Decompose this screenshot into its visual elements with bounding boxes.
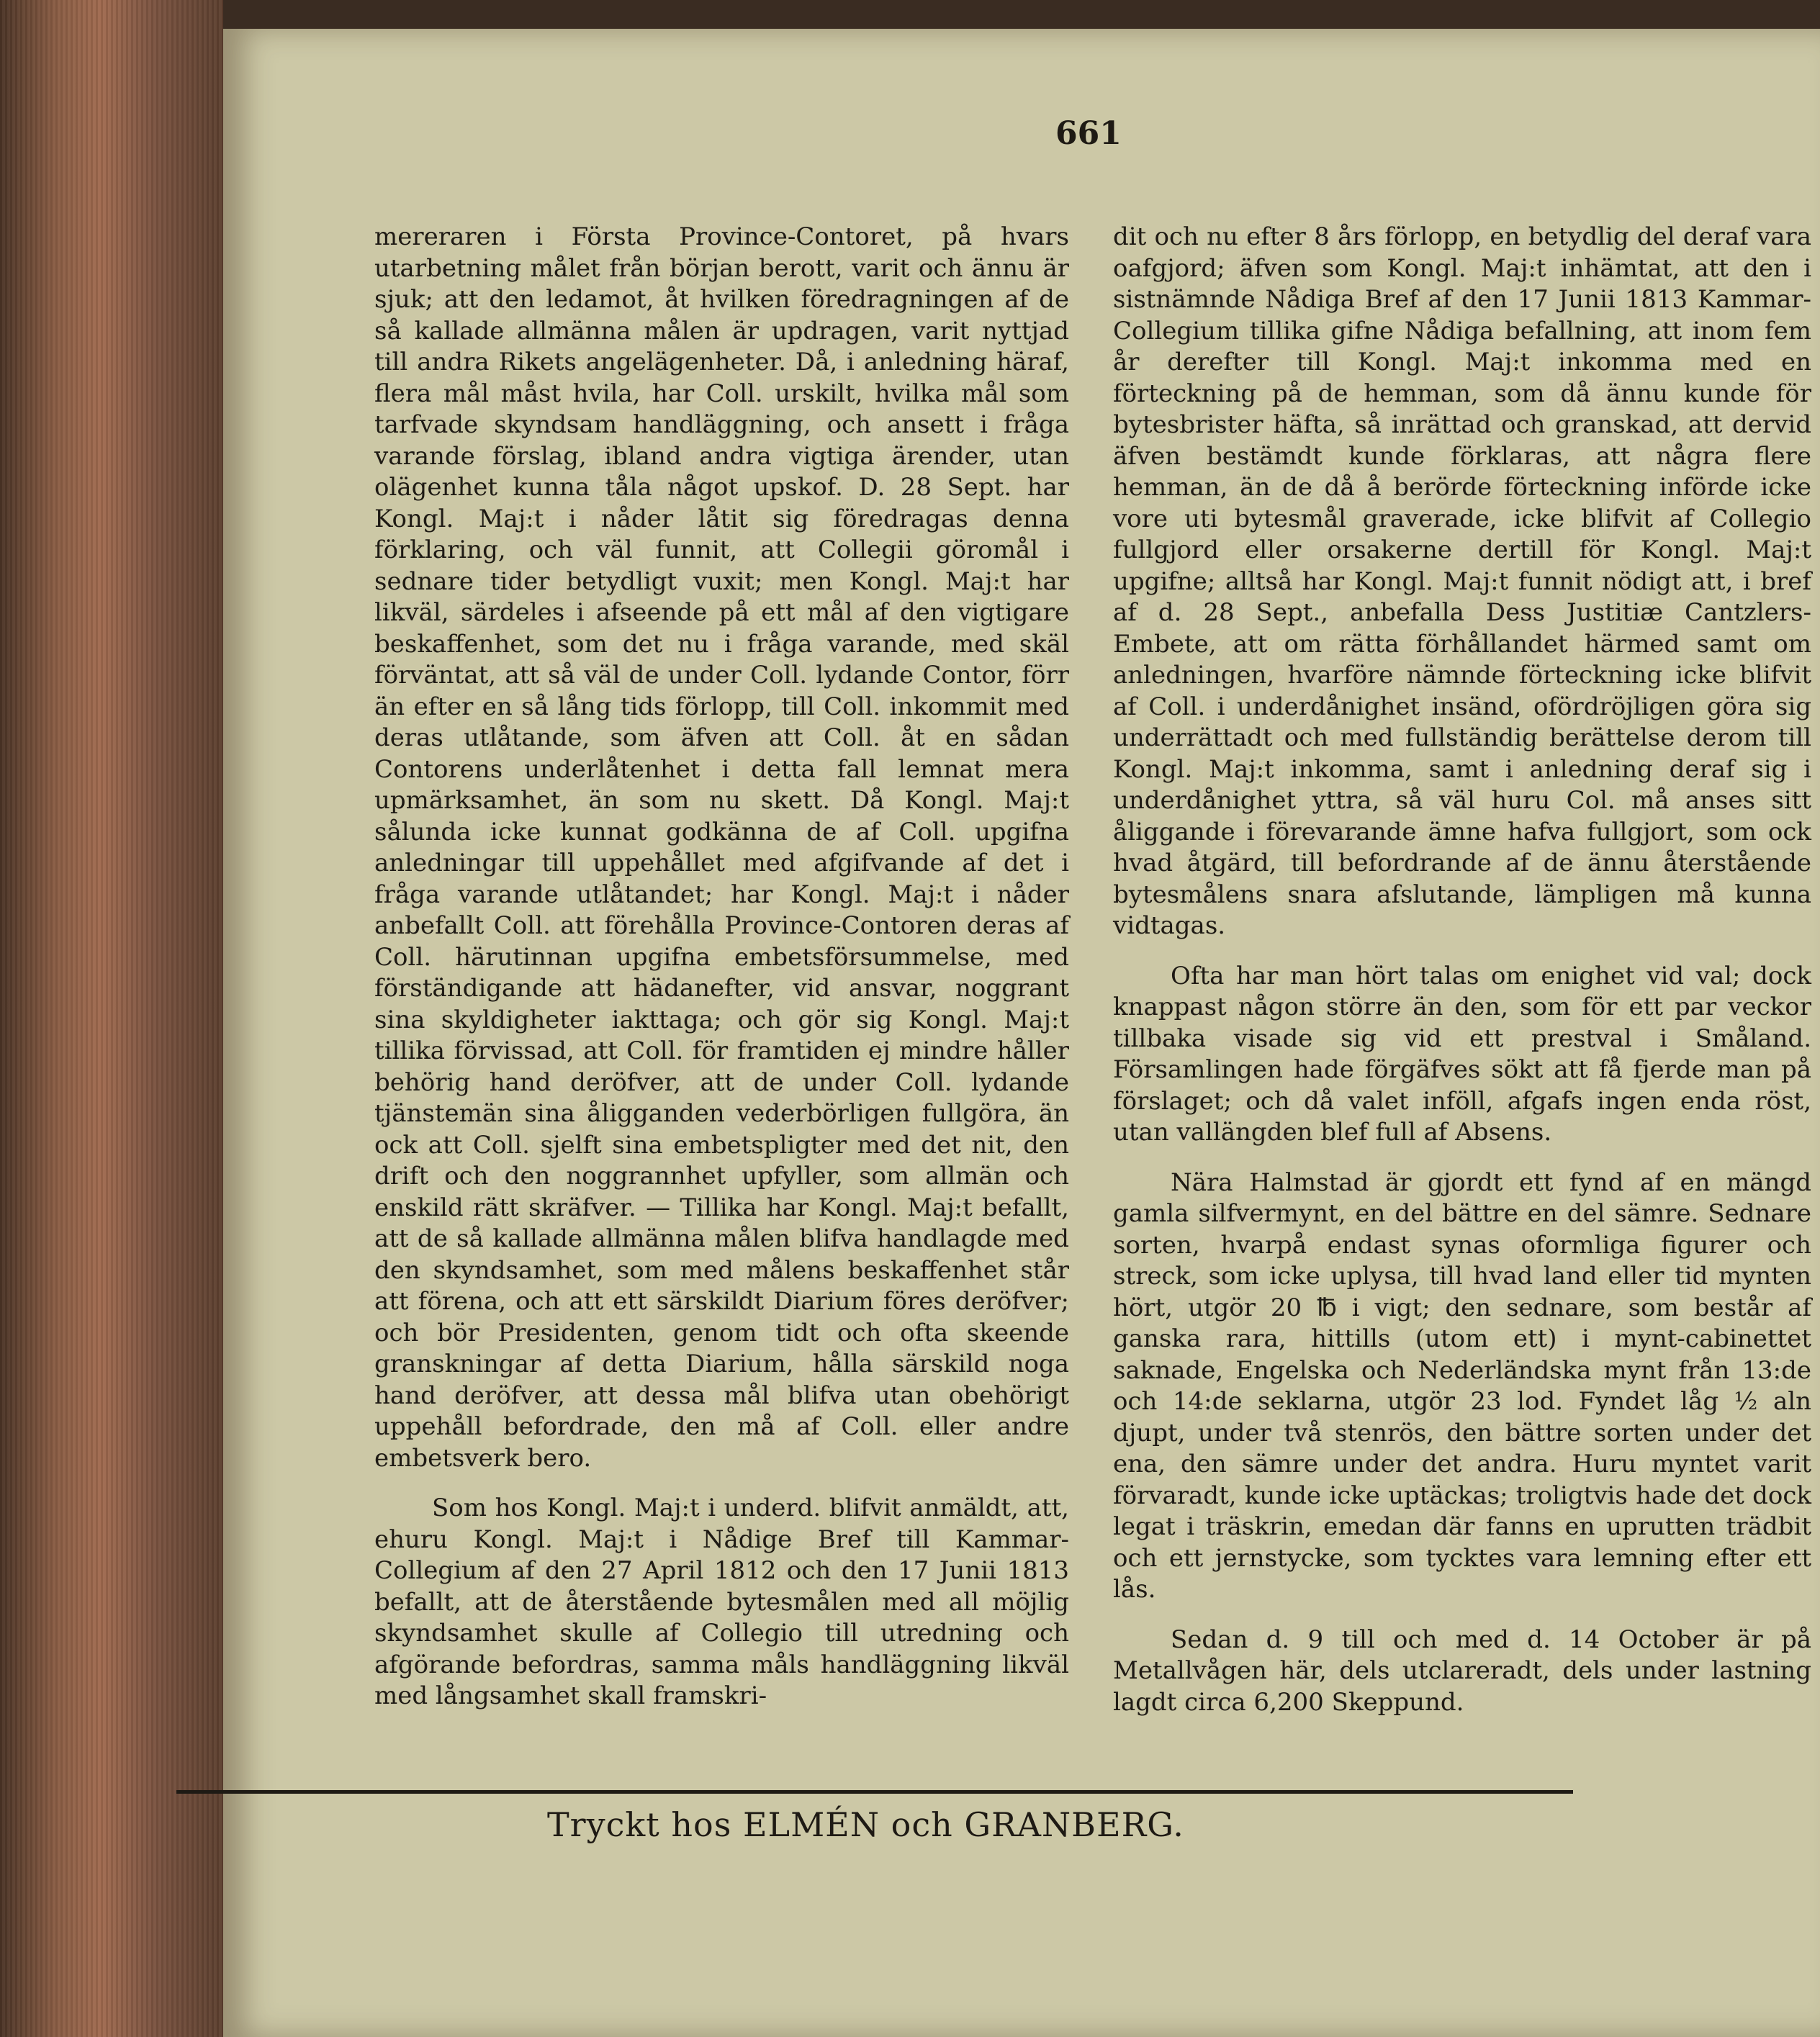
right-paragraph-1: dit och nu efter 8 års förlopp, en betydlig del deraf vara oafgjord; äfven som Kongl. Maj:t inhämtat, att den i sistnämnde Nådiga Bref af den 17 Junii 1813 Kammar-Collegium tillika gifne Nådiga befallning, att inom fem år derefter till Kongl. Maj:t inkomma med en förteckning på de hemman, som då ännu kunde för bytesbrister häfta, så inrättad och granskad, att dervid äfven bestämdt kunde förklaras, att några flere hemman, än de då å berörde förteckning införde icke vore uti bytesmål graverade, icke blifvit af Collegio fullgjord eller orsakerne dertill för Kongl. Maj:t upgifne; alltså har Kongl. Maj:t funnit nödigt att, i bref af d. 28 Sept., anbefalla Dess Justitiæ Cantzlers-Embete, att om rätta förhållandet härmed samt om anledningen, hvarföre nämnde förteckning icke blifvit af Coll. i underdånighet insänd, ofördröjligen göra sig underrättadt och med fullständig berättelse derom till Kongl. Maj:t inkomma, samt i anledning deraf sig i underdånighet yttra, så väl huru Col. må anses sitt åliggande i förevarande ämne hafva fullgjort, som ock hvad åtgärd, till befordrande af de ännu återstående bytesmålens snara afslutande, lämpligen må kunna vidtagas. bbox=[1113, 222, 1811, 940]
left-column bbox=[374, 222, 1069, 1712]
left-paragraph-1: mereraren i Första Province-Contoret, på hvars utarbetning målet från början berott, varit och ännu är sjuk; att den ledamot, åt hvilken föredragningen af de så kallade allmänna målen är updragen, varit nyttjad till andra Rikets angelägenheter. Då, i anledning häraf, flera mål måst hvila, har Coll. urskilt, hvilka mål som tarfvade skyndsam handläggning, och ansett i fråga varande förslag, ibland andra vigtiga ärender, utan olägenhet kunna tåla något upskof. D. 28 Sept. har Kongl. Maj:t i nåder låtit sig föredragas denna förklaring, och väl funnit, att Collegii göromål i sednare tider betydligt vuxit; men Kongl. Maj:t har likväl, särdeles i afseende på ett mål af den vigtigare beskaffenhet, som det nu i fråga varande, med skäl förväntat, att så väl de under Coll. lydande Contor, förr än efter en så lång tids förlopp, till Coll. inkommit med deras utlåtande, som äfven att Coll. åt en sådan Contorens underlåtenhet i detta fall lemnat mera upmärksamhet, än som nu skett. Då Kongl. Maj:t sålunda icke kunnat godkänna de af Coll. upgifna anledningar till uppehållet med afgifvande af det i fråga varande utlåtandet; har Kongl. Maj:t i nåder anbefallt Coll. att förehålla Province-Contoren deras af Coll. härutinnan upgifna embetsförsummelse, med förständigande att hädanefter, vid ansvar, noggrant sina skyldigheter iakttaga; och gör sig Kongl. Maj:t tillika förvissad, att Coll. för framtiden ej mindre håller behörig hand deröfver, att de under Coll. lydande tjänstemän sina åligganden vederbörligen fullgöra, än ock att Coll. sjelft sina embetspligter med det nit, den drift och den noggrannhet upfyller, som allmän och enskild rätt skräfver. — Tillika har Kongl. Maj:t befallt, att de så kallade allmänna målen blifva handlagde med den skyndsamhet, som med målens beskaffenhet står att förena, och att ett särskildt Diarium föres deröfver; och bör Presidenten, genom tidt och ofta skeende granskningar af detta Diarium, hålla särskild noga hand deröfver, att dessa mål blifva utan obehörigt uppehåll befordrade, den må af Coll. eller andre embetsverk bero. bbox=[374, 222, 1069, 1473]
book-spine-edge bbox=[0, 0, 223, 2037]
right-paragraph-4: Sedan d. 9 till och med d. 14 October är på Metallvågen här, dels utclareradt, dels under lastning lagdt circa 6,200 Skeppund. bbox=[1113, 1625, 1811, 1717]
page-number: 661 bbox=[1055, 115, 1122, 152]
printer-imprint: Tryckt hos ELMÉN och GRANBERG. bbox=[547, 1805, 1184, 1844]
left-paragraph-2: Som hos Kongl. Maj:t i underd. blifvit anmäldt, att, ehuru Kongl. Maj:t i Nådige Bref till Kammar-Collegium af den 27 April 1812 och den 17 Junii 1813 befallt, att de återstående bytesmålen med all möjlig skyndsamhet skulle af Collegio till utredning och afgörande befordras, samma måls handläggning likväl med långsamhet skall framskri- bbox=[374, 1494, 1069, 1710]
book-page bbox=[223, 29, 1820, 2037]
right-column bbox=[1113, 222, 1811, 1718]
imprint-divider-rule bbox=[176, 1790, 1573, 1794]
right-paragraph-3: Nära Halmstad är gjordt ett fynd af en mängd gamla silfvermynt, en del bättre en del sämre. Sednare sorten, hvarpå endast synas oformliga figurer och streck, som icke uplysa, till hvad land eller tid mynten hört, utgör 20 ℔ i vigt; den sednare, som består af ganska rara, hittills (utom ett) i mynt-cabinettet saknade, Engelska och Nederländska mynt från 13:de och 14:de seklarna, utgör 23 lod. Fyndet låg ½ aln djupt, under två stenrös, den bättre sorten under det ena, den sämre under det andra. Huru myntet varit förvaradt, kunde icke uptäckas; troligtvis hade det dock legat i träskrin, emedan där fanns en uprutten trädbit och ett jernstycke, som tycktes vara lemning efter ett lås. bbox=[1113, 1167, 1811, 1604]
right-paragraph-2: Ofta har man hört talas om enighet vid val; dock knappast någon större än den, som för ett par veckor tillbaka visade sig vid ett prestval i Småland. Församlingen hade förgäfves sökt att få fjerde man på förslaget; och då valet inföll, afgafs ingen enda röst, utan vallängden blef full af Absens. bbox=[1113, 961, 1811, 1147]
